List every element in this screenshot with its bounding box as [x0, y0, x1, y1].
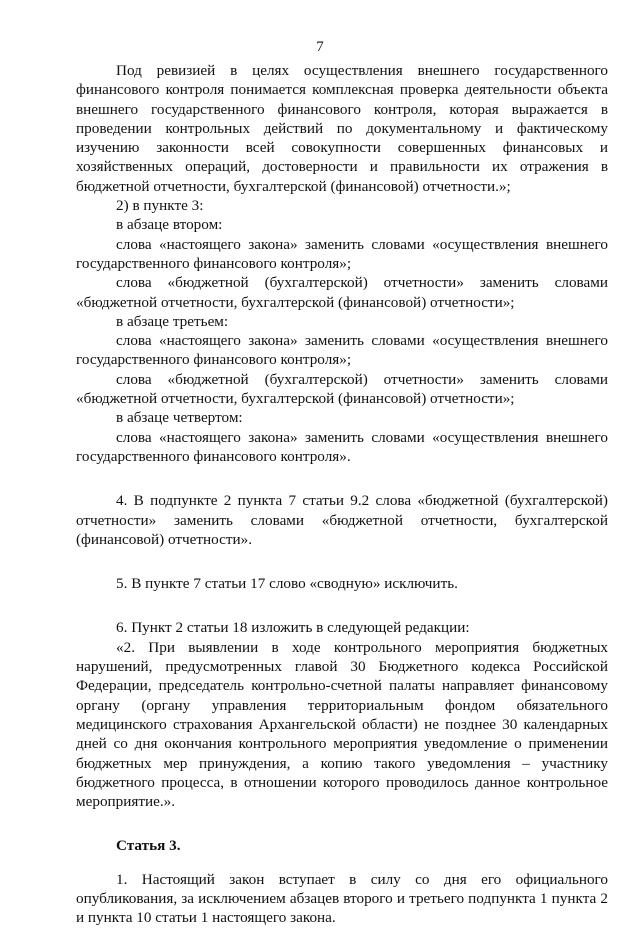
paragraph-amendment: слова «настоящего закона» заменить словами «осуществления внешнего государственного финансового контроля».: [76, 428, 608, 465]
page-number: 7: [316, 39, 324, 55]
paragraph-point-5: 5. В пункте 7 статьи 17 слово «сводную» исключить.: [116, 575, 458, 593]
spacer: [76, 811, 608, 836]
paragraph-fourth-subparagraph: в абзаце четвертом:: [116, 409, 243, 427]
paragraph-entry-into-force: 1. Настоящий закон вступает в силу со дня его официального опубликования, за исключением абзацев второго и третьего подпункта 1 пункта 2 и пункта 10 статьи 1 настоящего закона.: [76, 870, 608, 927]
paragraph-revision-definition: Под ревизией в целях осуществления внешнего государственного финансового контроля понимается комплексная проверка деятельности объекта внешнего государственного финансового контроля, которая выражается в проведении контрольных действий по документальному и фактическому изучению законности всей совокупности совершенных финансовых и хозяйственных операций, достоверности и правильности их отражения в бюджетной отчетности, бухгалтерской (финансовой) отчетности.»;: [76, 62, 608, 195]
spacer: [76, 856, 608, 870]
paragraph-new-wording: «2. При выявлении в ходе контрольного мероприятия бюджетных нарушений, предусмотренных главой 30 Бюджетного кодекса Российской Федерации, председатель контрольно-счетной палаты направляет финансовому органу (органу управления территориальным фондом обязательного медицинского страхования Архангельской области) не позднее 30 календарных дней со дня окончания контрольного мероприятия уведомление о применении бюджетных мер принуждения, а копию такого уведомления – участнику бюджетного процесса, в отношении которого проводилось данное контрольное мероприятие.».: [76, 638, 608, 811]
paragraph-amendment: слова «бюджетной (бухгалтерской) отчетности» заменить словами «бюджетной отчетности, бухгалтерской (финансовой) отчетности»;: [76, 370, 608, 408]
spacer: [76, 466, 608, 491]
paragraph-amendment: слова «настоящего закона» заменить словами «осуществления внешнего государственного финансового контроля»;: [76, 235, 608, 272]
document-body: [76, 61, 608, 928]
paragraph-third-subparagraph: в абзаце третьем:: [116, 312, 229, 330]
paragraph-point-6: 6. Пункт 2 статьи 18 изложить в следующей редакции:: [116, 619, 470, 637]
spacer: [76, 593, 608, 618]
article-heading: Статья 3.: [116, 837, 181, 855]
paragraph-point-4: 4. В подпункте 2 пункта 7 статьи 9.2 слова «бюджетной (бухгалтерской) отчетности» заменить словами «бюджетной отчетности, бухгалтерской (финансовой) отчетности».: [76, 492, 608, 548]
paragraph-second-subparagraph: в абзаце втором:: [116, 216, 223, 234]
paragraph-item-2: 2) в пункте 3:: [116, 197, 204, 215]
paragraph-amendment: слова «бюджетной (бухгалтерской) отчетности» заменить словами «бюджетной отчетности, бухгалтерской (финансовой) отчетности»;: [76, 274, 608, 311]
paragraph-amendment: слова «настоящего закона» заменить словами «осуществления внешнего государственного финансового контроля»;: [76, 332, 608, 369]
spacer: [76, 549, 608, 574]
